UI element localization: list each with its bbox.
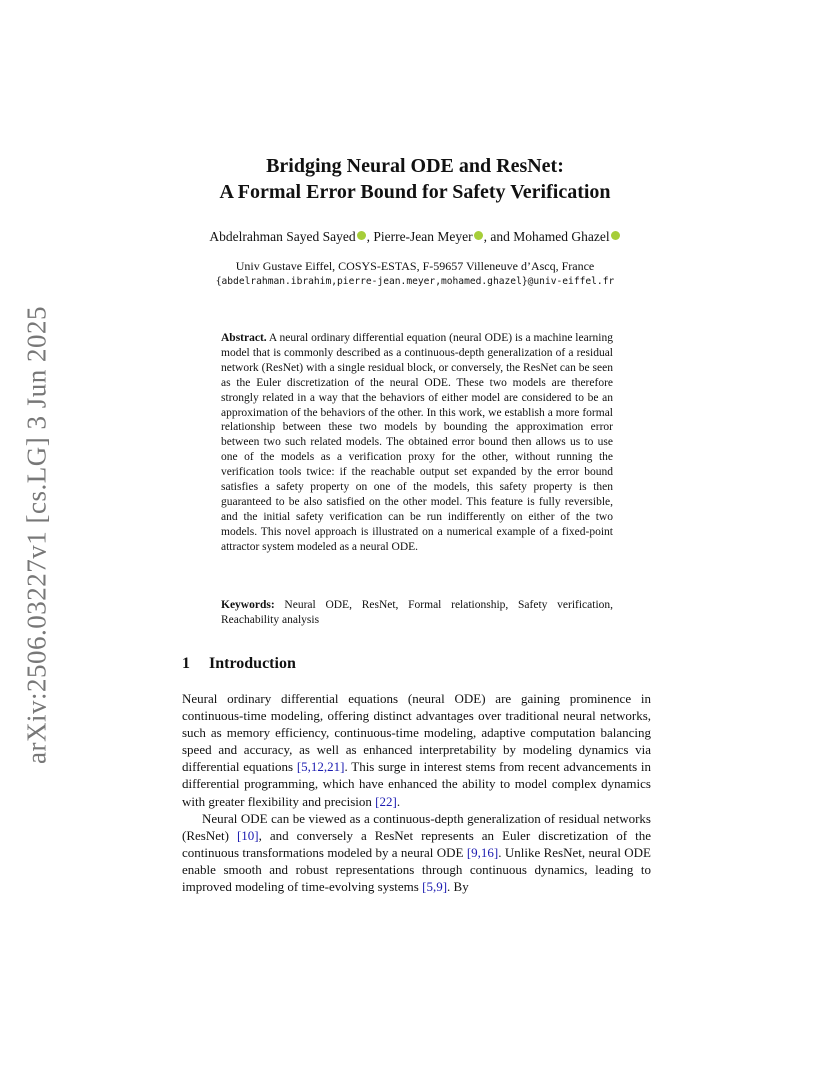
abstract-text: A neural ordinary differential equation (neural ODE) is a machine learning model that is commonly described as a continuous-depth generalization of a residual network (ResNet) with a single residual block, or conversely, the ResNet can be seen as the Euler discretization of the neural ODE. These two models are therefore strongly related in a way that the behaviors of either model are considered to be an approximation of the behaviors of the other. In this work, we establish a more formal relationship between these two models by bounding the approximation error between two such related models. The obtained error bound then allows us to use one of the models as a verification proxy for the other, without running the verification tools twice: if the reachable output set expanded by the error bound satisfies a safety property on one of the models, this safety property is then guaranteed to be also satisfied on the other model. This feature is fully reversible, and the initial safety verification can be run indifferently on either of the two models. This novel approach is illustrated on a numerical example of a fixed-point attractor system modeled as a neural ODE. [221, 332, 613, 553]
orcid-icon[interactable] [474, 231, 483, 240]
citation-link[interactable]: [5,9] [422, 879, 448, 895]
author-2: , Pierre-Jean Meyer [366, 229, 473, 244]
keywords-label: Keywords: [221, 599, 275, 611]
abstract [221, 331, 613, 555]
keywords-text: Neural ODE, ResNet, Formal relationship, Safety verification, Reachability analysis [221, 599, 614, 626]
paragraph-2 [182, 810, 651, 895]
affiliation [150, 259, 680, 289]
citation-link[interactable]: [5,12,21] [296, 759, 345, 775]
citation-link[interactable]: [22] [375, 793, 397, 809]
paragraph-text: Neural ODE can be viewed as a continuous-depth generalization of residual networks (ResNet) [182, 810, 651, 843]
paragraph-text: . This surge in interest stems from recent advancements in differential programming, which have enhanced the ability to model complex dynamics with greater flexibility and precision [182, 759, 651, 809]
citation-link[interactable]: [9,16] [466, 844, 499, 860]
paragraph-text: Neural ordinary differential equations (neural ODE) are gaining prominence in continuous-time modeling, offering distinct advantages over traditional neural networks, such as memory efficiency, continuous-time modeling, adaptive computation balancing speed and accuracy, as well as enhanced interpretability by modeling dynamics via differential equations [182, 691, 651, 775]
paragraph-text: . By [447, 879, 469, 895]
title-line-2: A Formal Error Bound for Safety Verification [219, 181, 611, 203]
paragraph-text: . [396, 793, 401, 809]
paper-title [150, 153, 680, 205]
author-list [150, 229, 680, 245]
paragraph-text: , and conversely a ResNet represents an Euler discretization of the continuous transformations modeled by a neural ODE [182, 827, 651, 860]
title-line-1: Bridging Neural ODE and ResNet: [266, 155, 564, 177]
paragraph-1 [182, 690, 651, 810]
affiliation-line: Univ Gustave Eiffel, COSYS-ESTAS, F-59657 Villeneuve d’Ascq, France [235, 259, 595, 273]
author-3: , and Mohamed Ghazel [483, 229, 610, 244]
section-heading [182, 655, 296, 673]
keywords [221, 598, 613, 628]
abstract-label: Abstract. [221, 332, 267, 344]
body-text [182, 690, 651, 895]
orcid-icon[interactable] [357, 231, 366, 240]
paragraph-text: . Unlike ResNet, neural ODE enable smooth and robust representations through continuous dynamics, leading to improved modeling of time-evolving systems [182, 844, 651, 895]
arxiv-identifier: arXiv:2506.03227v1 [cs.LG] 3 Jun 2025 [21, 306, 52, 764]
orcid-icon[interactable] [611, 231, 620, 240]
author-1: Abdelrahman Sayed Sayed [209, 229, 356, 244]
author-emails: {abdelrahman.ibrahim,pierre-jean.meyer,mohamed.ghazel}@univ-eiffel.fr [215, 276, 615, 287]
section-number: 1 [182, 655, 190, 672]
section-title: Introduction [209, 655, 296, 672]
citation-link[interactable]: [10] [236, 827, 259, 843]
